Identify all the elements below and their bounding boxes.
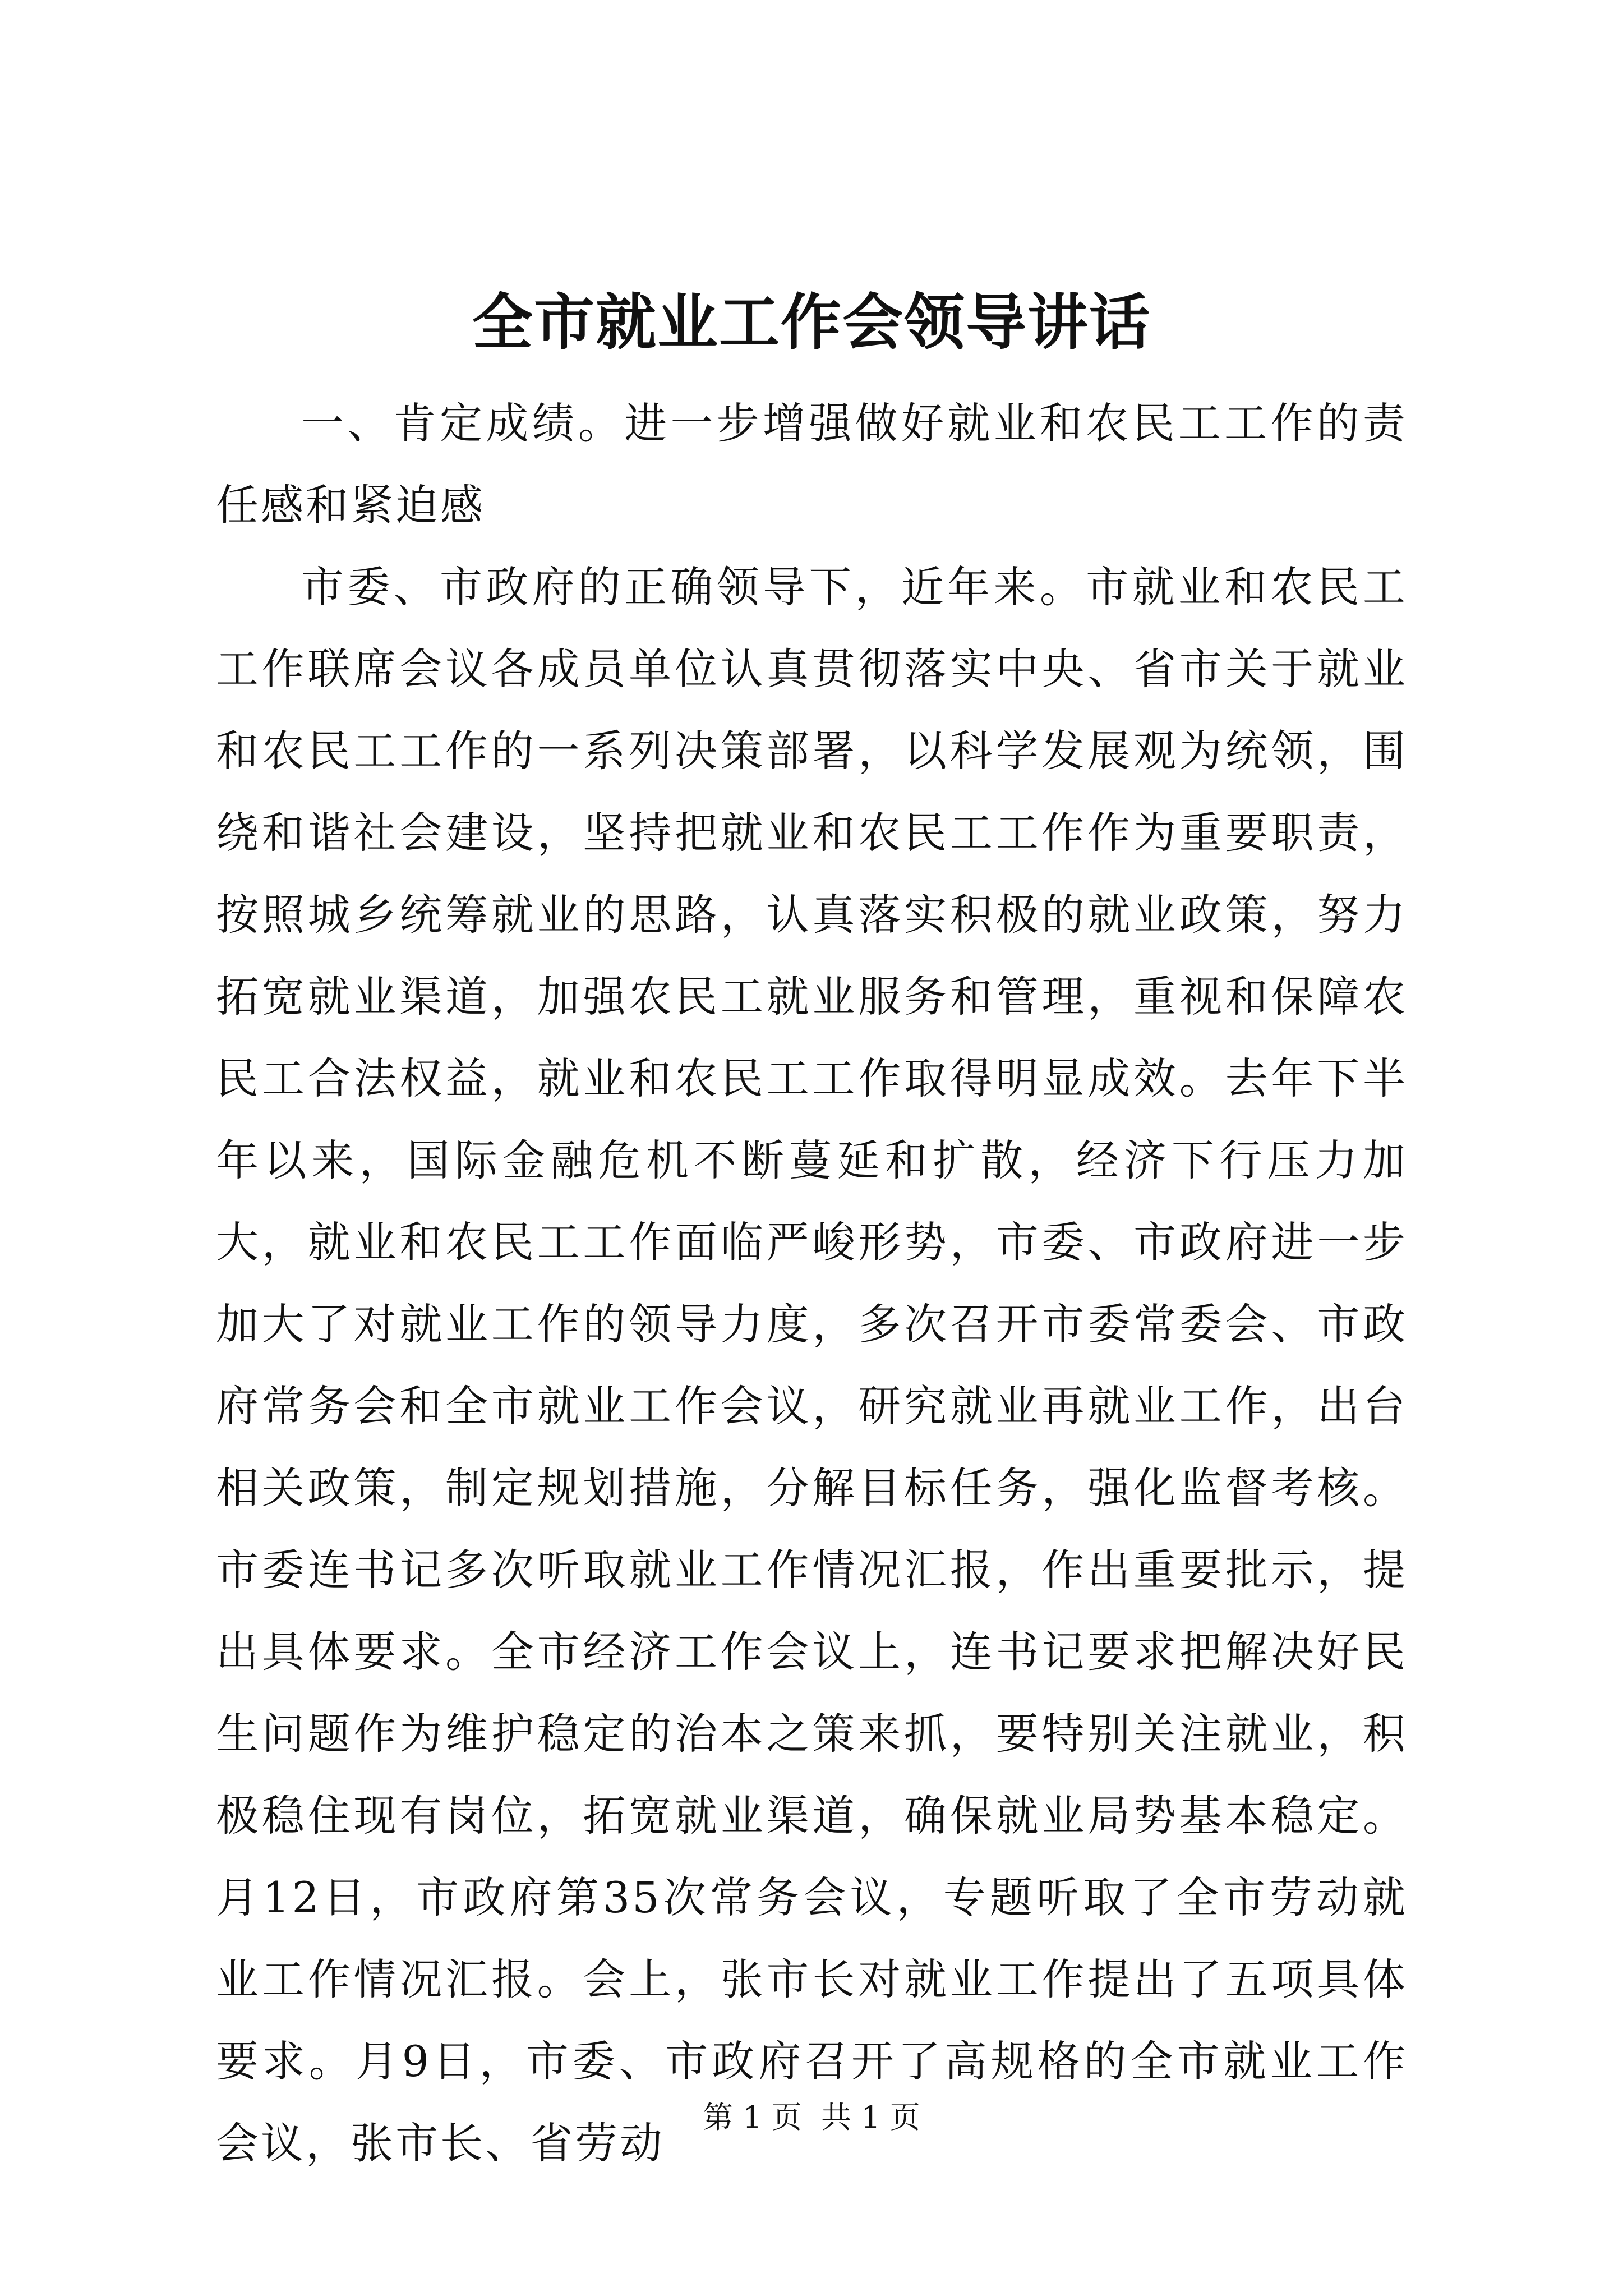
document-body <box>216 383 1408 2184</box>
body-paragraph: 市委、市政府的正确领导下，近年来。市就业和农民工工作联席会议各成员单位认真贯彻落实中央、省市关于就业和农民工工作的一系列决策部署，以科学发展观为统领，围绕和谐社会建设，坚持把就业和农民工工作作为重要职责，按照城乡统筹就业的思路，认真落实积极的就业政策，努力拓宽就业渠道，加强农民工就业服务和管理，重视和保障农民工合法权益，就业和农民工工作取得明显成效。去年下半年以来，国际金融危机不断蔓延和扩散，经济下行压力加大，就业和农民工工作面临严峻形势，市委、市政府进一步加大了对就业工作的领导力度，多次召开市委常委会、市政府常务会和全市就业工作会议，研究就业再就业工作，出台相关政策，制定规划措施，分解目标任务，强化监督考核。市委连书记多次听取就业工作情况汇报，作出重要批示，提出具体要求。全市经济工作会议上，连书记要求把解决好民生问题作为维护稳定的治本之策来抓，要特别关注就业，积极稳住现有岗位，拓宽就业渠道，确保就业局势基本稳定。月12日，市政府第35次常务会议，专题听取了全市劳动就业工作情况汇报。会上，张市长对就业工作提出了五项具体要求。月9日，市委、市政府召开了高规格的全市就业工作会议，张市长、省劳动 <box>216 562 1408 2168</box>
section-heading-paragraph: 一、肯定成绩。进一步增强做好就业和农民工工作的责任感和紧迫感 <box>216 398 1408 530</box>
document-title: 全市就业工作会领导讲话 <box>472 287 1151 358</box>
page-footer <box>0 2098 1623 2137</box>
page-number: 第 1 页 共 1 页 <box>703 2100 920 2135</box>
